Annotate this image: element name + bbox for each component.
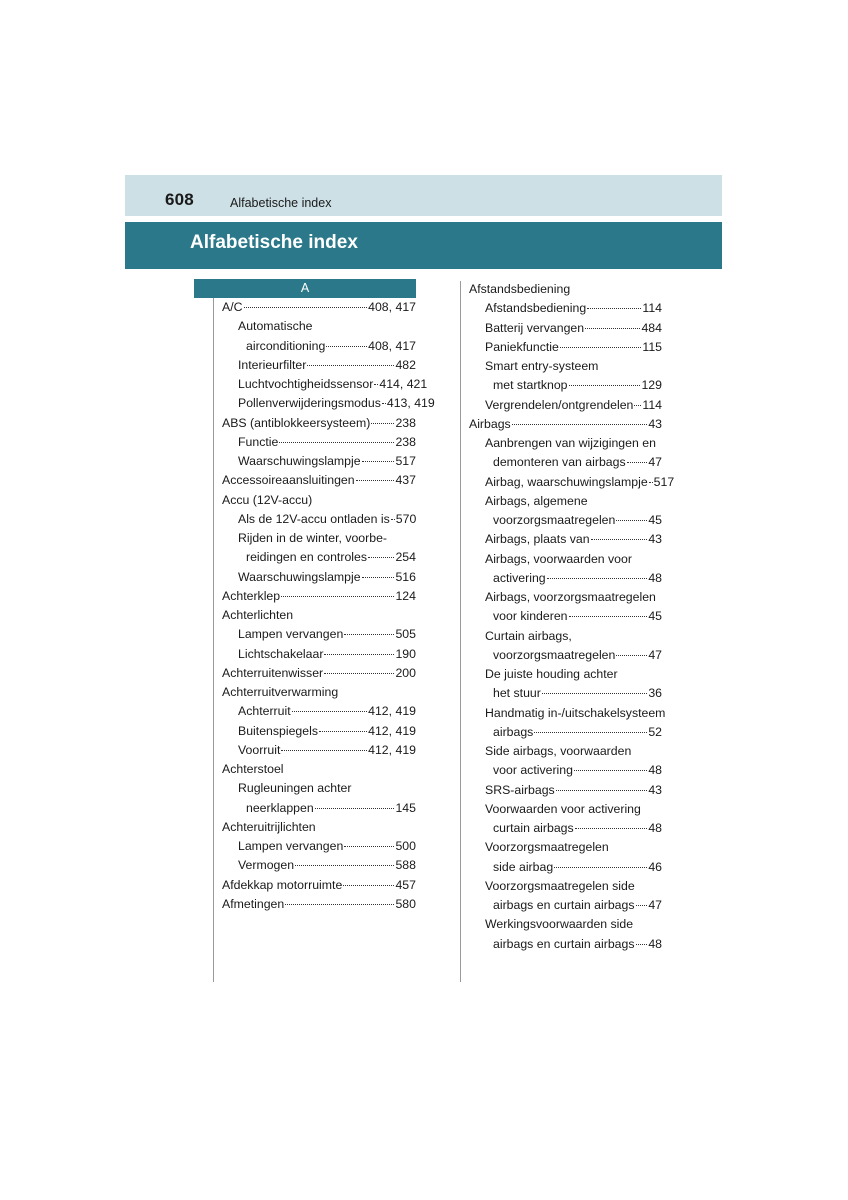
index-entry-pages: 43 — [648, 416, 662, 431]
index-entry — [222, 317, 416, 336]
index-entry — [469, 896, 662, 915]
index-entry — [469, 858, 662, 877]
index-entry — [222, 568, 416, 587]
index-entry-pages: 580 — [395, 896, 416, 911]
index-entry-label: Smart entry-systeem — [485, 359, 599, 373]
index-entry — [222, 471, 416, 490]
index-entry-label: Airbags, voorzorgsmaatregelen — [485, 590, 656, 604]
index-entry-label: Airbags — [469, 416, 511, 431]
index-entry — [222, 337, 416, 356]
index-entry-label: Afdekkap motorruimte — [222, 877, 343, 892]
dot-leader — [362, 461, 395, 462]
dot-leader — [319, 731, 367, 732]
index-entry-pages: 414, 421 — [379, 377, 428, 391]
index-entry-label: reidingen en controles — [246, 550, 367, 565]
dot-leader — [554, 867, 647, 868]
index-entry-label: Accu (12V-accu) — [222, 492, 313, 507]
index-entry-label: Achterruitverwarming — [222, 685, 339, 699]
index-entry-pages: 570 — [395, 511, 417, 526]
index-entry-label: Afstandsbediening — [485, 301, 587, 316]
index-entry — [469, 280, 662, 299]
index-entry-label: Voorzorgsmaatregelen side — [485, 878, 635, 893]
index-entry — [469, 800, 662, 819]
index-entry-pages: 505 — [395, 627, 416, 642]
index-entry-label: Lampen vervangen — [238, 839, 344, 853]
index-entry-label: Airbags, plaats van — [485, 532, 590, 547]
index-entry — [469, 723, 662, 742]
dot-leader — [591, 539, 648, 540]
index-entry-label: Vergrendelen/ontgrendelen — [485, 397, 634, 412]
index-entry-pages: 47 — [648, 898, 662, 912]
index-entry — [469, 838, 662, 857]
index-entry-label: airbags en curtain airbags — [493, 898, 635, 912]
index-entry — [469, 646, 662, 665]
index-entry-label: activering — [493, 570, 546, 585]
index-entry-pages: 47 — [648, 647, 662, 662]
index-entry — [469, 819, 662, 838]
index-entry — [222, 625, 416, 644]
index-entry-pages: 484 — [641, 320, 662, 335]
index-entry — [222, 760, 416, 779]
index-entry-label: Buitenspiegels — [238, 723, 318, 738]
dot-leader — [344, 634, 394, 635]
dot-leader — [292, 711, 368, 712]
dot-leader — [285, 904, 394, 905]
index-entry-pages: 52 — [648, 724, 662, 739]
dot-leader — [569, 616, 648, 617]
index-entry — [222, 606, 416, 625]
dot-leader — [575, 828, 648, 829]
index-entry — [469, 627, 662, 646]
index-entry — [469, 453, 662, 472]
index-entry-pages: 43 — [648, 782, 662, 797]
dot-leader — [362, 577, 395, 578]
index-entry — [222, 548, 416, 567]
index-entry-label: Airbag, waarschuwingslampje — [485, 474, 648, 489]
index-entry-label: Luchtvochtigheidssensor — [238, 377, 374, 391]
index-entry-label: airconditioning — [246, 338, 326, 353]
index-entry-label: A/C — [222, 300, 243, 314]
index-entry — [469, 299, 662, 318]
index-entry-pages: 200 — [395, 665, 416, 680]
dot-leader — [324, 654, 394, 655]
index-entry-label: Batterij vervangen — [485, 320, 585, 335]
dot-leader — [281, 596, 394, 597]
index-entry-label: Airbags, algemene — [485, 493, 588, 508]
index-entry-label: Afstandsbediening — [469, 282, 571, 296]
dot-leader — [391, 519, 395, 520]
index-entry — [469, 492, 662, 511]
page-number: 608 — [165, 190, 194, 209]
index-entry-pages: 516 — [395, 569, 416, 584]
dot-leader — [542, 693, 647, 694]
index-entry-pages: 43 — [648, 532, 662, 547]
index-entry-label: Werkingsvoorwaarden side — [485, 917, 634, 932]
index-entry-label: Voorwaarden voor activering — [485, 801, 641, 816]
index-entry-label: Pollenverwijderingsmodus — [238, 396, 381, 411]
index-entry — [222, 414, 416, 433]
dot-leader — [627, 462, 648, 463]
dot-leader — [281, 750, 367, 751]
index-entry-label: Automatische — [238, 319, 313, 334]
index-entry-label: Achterstoel — [222, 762, 284, 776]
index-entry — [469, 607, 662, 626]
dot-leader — [556, 790, 648, 791]
index-column-right — [469, 280, 675, 954]
column-rule-right — [460, 281, 461, 982]
index-entry-label: Achterruit — [238, 704, 291, 719]
index-entry-label: Handmatig in-/uitschakelsysteem — [485, 705, 666, 720]
index-entry-label: Accessoireaansluitingen — [222, 473, 355, 488]
index-entry-pages: 48 — [648, 570, 662, 585]
dot-leader — [649, 482, 653, 483]
dot-leader — [315, 808, 395, 809]
index-entry — [222, 664, 416, 683]
page-title: Alfabetische index — [190, 232, 358, 253]
dot-leader — [574, 770, 647, 771]
index-entry-pages: 500 — [395, 839, 416, 853]
index-entry-label: met startknop — [493, 378, 568, 393]
dot-leader — [547, 578, 648, 579]
dot-leader — [512, 424, 648, 425]
index-entry-pages: 48 — [648, 763, 662, 778]
index-entry-pages: 482 — [395, 357, 416, 372]
index-entry-label: airbags en curtain airbags — [493, 936, 635, 951]
index-entry-label: airbags — [493, 724, 534, 739]
index-entry — [222, 645, 416, 664]
index-entry — [469, 396, 662, 415]
dot-leader — [636, 944, 648, 945]
dot-leader — [307, 365, 394, 366]
index-entry-pages: 48 — [648, 936, 662, 951]
index-entry-label: Lampen vervangen — [238, 627, 344, 642]
index-entry-label: side airbag — [493, 859, 554, 874]
index-entry — [222, 433, 416, 452]
index-entry — [469, 935, 662, 954]
dot-leader — [371, 423, 394, 424]
index-entry-label: Afmetingen — [222, 896, 285, 911]
index-entry-pages: 408, 417 — [368, 338, 416, 353]
index-entry — [469, 550, 662, 569]
index-entry — [469, 781, 662, 800]
dot-leader — [616, 655, 647, 656]
index-entry-pages: 437 — [395, 473, 416, 488]
index-entry — [469, 376, 662, 395]
index-entry-pages: 254 — [395, 550, 416, 565]
dot-leader — [636, 905, 648, 906]
index-entry-label: SRS-airbags — [485, 782, 555, 797]
index-entry-label: Achteruitrijlichten — [222, 819, 316, 834]
index-entry — [222, 779, 416, 798]
index-entry-label: Achterruitenwisser — [222, 665, 324, 680]
index-entry-label: voor activering — [493, 763, 573, 778]
dot-leader — [326, 346, 367, 347]
index-entry-pages: 36 — [648, 686, 662, 701]
index-entry — [469, 684, 662, 703]
index-entry-label: Achterklep — [222, 588, 281, 603]
index-entry-label: Rugleuningen achter — [238, 781, 352, 796]
dot-leader — [343, 885, 394, 886]
dot-leader — [382, 403, 386, 404]
index-entry-label: Aanbrengen van wijzigingen en — [485, 436, 656, 450]
index-entry-label: Interieurfilter — [238, 357, 307, 372]
index-entry-label: Als de 12V-accu ontladen is — [238, 511, 390, 526]
index-entry-label: Airbags, voorwaarden voor — [485, 551, 632, 566]
index-entry-pages: 45 — [648, 513, 662, 527]
index-entry — [222, 702, 416, 721]
index-entry-label: demonteren van airbags — [493, 455, 626, 470]
index-entry-pages: 238 — [395, 434, 416, 449]
index-entry — [222, 394, 435, 413]
index-entry — [469, 588, 662, 607]
dot-leader — [324, 673, 394, 674]
index-entry — [222, 375, 428, 394]
index-entry-pages: 190 — [395, 646, 416, 661]
index-entry — [222, 895, 416, 914]
index-entry-label: Vermogen — [238, 858, 295, 873]
index-entry-pages: 46 — [648, 859, 662, 874]
index-entry-label: Functie — [238, 434, 279, 449]
index-entry — [469, 915, 662, 934]
index-entry — [222, 818, 416, 837]
index-entry-label: Side airbags, voorwaarden — [485, 744, 632, 758]
index-entry-pages: 413, 419 — [386, 396, 435, 411]
index-entry — [222, 510, 416, 529]
index-entry — [469, 761, 662, 780]
index-entry-label: voor kinderen — [493, 609, 568, 624]
index-entry — [469, 338, 662, 357]
index-entry-label: Voorzorgsmaatregelen — [485, 840, 609, 855]
index-entry — [469, 434, 662, 453]
index-entry-pages: 129 — [641, 378, 662, 393]
section-letter: A — [194, 279, 416, 298]
index-entry-pages: 114 — [642, 301, 662, 316]
index-entry — [469, 511, 662, 530]
index-entry — [469, 665, 662, 684]
dot-leader — [279, 442, 394, 443]
dot-leader — [244, 307, 368, 308]
index-entry — [469, 415, 662, 434]
index-entry-label: Waarschuwingslampje — [238, 454, 361, 468]
dot-leader — [634, 405, 641, 406]
index-entry-label: De juiste houding achter — [485, 667, 618, 681]
index-entry — [469, 319, 662, 338]
index-entry-pages: 412, 419 — [368, 704, 416, 719]
index-entry-label: Rijden in de winter, voorbe- — [238, 531, 388, 545]
dot-leader — [368, 557, 394, 558]
dot-leader — [585, 328, 640, 329]
index-entry — [222, 452, 416, 471]
index-entry-label: voorzorgsmaatregelen — [493, 513, 616, 527]
index-entry-pages: 115 — [642, 339, 662, 354]
index-entry — [222, 298, 416, 317]
index-entry — [222, 683, 416, 702]
index-entry-pages: 588 — [395, 858, 416, 873]
index-entry — [222, 529, 416, 548]
dot-leader — [587, 308, 641, 309]
index-entry — [222, 356, 416, 375]
dot-leader — [344, 846, 394, 847]
index-column-left — [222, 298, 435, 914]
index-entry-pages: 48 — [648, 821, 662, 835]
dot-leader — [374, 384, 378, 385]
index-entry-pages: 238 — [395, 415, 416, 430]
index-entry-pages: 145 — [395, 800, 416, 815]
index-entry — [222, 491, 416, 510]
dot-leader — [616, 520, 647, 521]
index-entry — [222, 741, 416, 760]
index-entry-pages: 412, 419 — [368, 742, 416, 757]
index-entry-pages: 517 — [653, 474, 675, 489]
index-entry — [222, 799, 416, 818]
index-entry-label: neerklappen — [246, 800, 314, 815]
index-entry — [222, 856, 416, 875]
running-title: Alfabetische index — [230, 196, 332, 210]
index-entry-label: Achterlichten — [222, 608, 294, 622]
index-entry-label: Curtain airbags, — [485, 628, 572, 643]
dot-leader — [534, 732, 647, 733]
dot-leader — [356, 480, 395, 481]
index-entry — [469, 704, 666, 723]
dot-leader — [569, 385, 641, 386]
dot-leader — [560, 347, 642, 348]
header-band — [125, 175, 722, 216]
index-entry-label: voorzorgsmaatregelen — [493, 647, 616, 662]
index-entry-pages: 457 — [395, 877, 416, 892]
index-entry — [469, 569, 662, 588]
index-entry-pages: 114 — [642, 397, 662, 412]
index-entry-label: curtain airbags — [493, 821, 574, 835]
index-entry-label: Voorruit — [238, 742, 281, 757]
column-rule-left — [213, 281, 214, 982]
index-entry — [222, 587, 416, 606]
index-entry-label: Paniekfunctie — [485, 339, 559, 354]
index-entry — [222, 722, 416, 741]
index-entry-pages: 47 — [648, 455, 662, 470]
index-entry-pages: 45 — [648, 609, 662, 624]
index-entry — [469, 530, 662, 549]
index-entry — [222, 876, 416, 895]
index-entry-label: Waarschuwingslampje — [238, 569, 361, 584]
index-entry — [469, 357, 662, 376]
index-entry — [222, 837, 416, 856]
index-entry-pages: 412, 419 — [368, 723, 416, 738]
index-entry-label: Lichtschakelaar — [238, 646, 324, 661]
index-entry-label: het stuur — [493, 686, 541, 701]
index-entry-pages: 408, 417 — [368, 300, 416, 314]
index-entry-pages: 124 — [395, 588, 416, 603]
index-entry-label: ABS (antiblokkeersysteem) — [222, 415, 371, 430]
index-entry — [469, 877, 662, 896]
dot-leader — [295, 865, 394, 866]
index-entry — [469, 473, 675, 492]
index-entry-pages: 517 — [395, 454, 416, 468]
index-entry — [469, 742, 662, 761]
